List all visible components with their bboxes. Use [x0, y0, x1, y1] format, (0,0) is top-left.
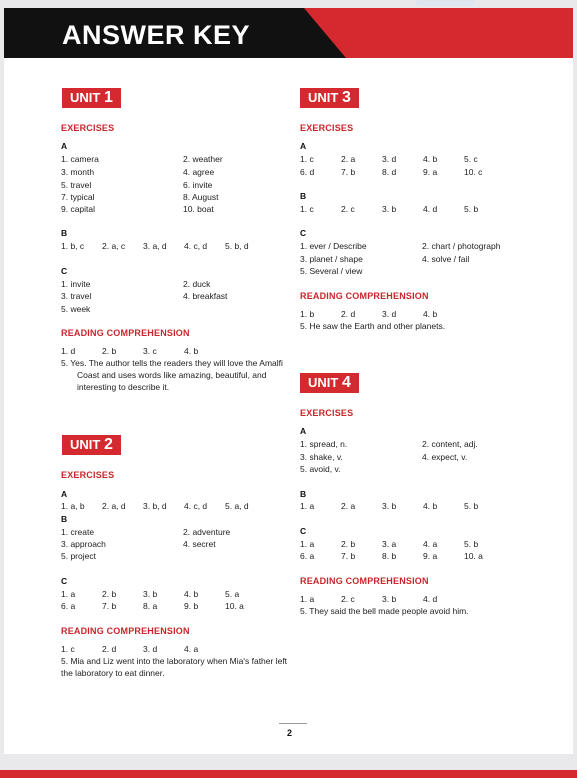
list-item: 8. b [382, 551, 397, 561]
list-item: 4. solve / fail [422, 254, 470, 264]
list-item: 4. secret [183, 539, 216, 549]
list-item: 10. a [225, 601, 244, 611]
unit-3-a-label: A [300, 141, 307, 151]
list-item: 7. b [102, 601, 117, 611]
unit-4-b-label: B [300, 489, 307, 499]
list-item: 4. b [423, 501, 438, 511]
list-item: 4. agree [183, 167, 215, 177]
unit-3-rc-answer: 5. He saw the Earth and other planets. [300, 321, 446, 331]
list-item: 2. a, d [102, 501, 126, 511]
list-item: 3. b [382, 501, 397, 511]
list-item: 5. b [464, 204, 479, 214]
list-item: 2. c [341, 594, 355, 604]
list-item: 3. a [382, 539, 397, 549]
list-item: 6. a [61, 601, 76, 611]
list-item: 4. d [423, 594, 438, 604]
answer-key-page [4, 8, 573, 754]
unit-2-exercises-heading: EXERCISES [61, 470, 115, 480]
list-item: 3. d [382, 309, 397, 319]
list-item: 1. a, b [61, 501, 85, 511]
list-item: 2. a [341, 154, 356, 164]
list-item: 3. b, d [143, 501, 167, 511]
unit-4-badge: UNIT 4 [300, 373, 359, 393]
list-item: 1. c [61, 644, 75, 654]
list-item: 7. b [341, 551, 356, 561]
list-item: 4. c, d [184, 241, 208, 251]
unit-3-exercises-heading: EXERCISES [300, 123, 354, 133]
list-item: 4. a [423, 539, 438, 549]
list-item: 9. a [423, 551, 438, 561]
unit-1-rc-heading: READING COMPREHENSION [61, 328, 190, 338]
list-item: 3. c [143, 346, 157, 356]
unit-1-rc-answer: 5. Yes. The author tells the readers they will love the Amalfi Coast and uses words like amazing, beautiful, and interesting to describe it. [61, 358, 283, 392]
unit-4-c-label: C [300, 526, 307, 536]
list-item: 2. a, c [102, 241, 126, 251]
list-item: 3. approach [61, 539, 106, 549]
list-item: 8. d [382, 167, 397, 177]
page-number: 2 [287, 728, 293, 738]
list-item: 1. c [300, 204, 314, 214]
list-item: 4. a [184, 644, 199, 654]
list-item: 2. b [102, 589, 117, 599]
list-item: 10. c [464, 167, 483, 177]
list-item: 1. a [300, 594, 315, 604]
unit-1-a-label: A [61, 141, 68, 151]
list-item: 2. chart / photograph [422, 241, 501, 251]
unit-4-rc-answer: 5. They said the bell made people avoid him. [300, 606, 469, 616]
list-item: 7. typical [61, 192, 95, 202]
list-item: 1. camera [61, 154, 99, 164]
list-item: 2. content, adj. [422, 439, 478, 449]
list-item: 2. duck [183, 279, 211, 289]
list-item: 3. d [382, 154, 397, 164]
header-accent [304, 8, 573, 58]
unit-3-rc-heading: READING COMPREHENSION [300, 291, 429, 301]
list-item: 10. a [464, 551, 483, 561]
list-item: 3. a, d [143, 241, 167, 251]
list-item: 10. boat [183, 204, 214, 214]
list-item: 1. a [300, 539, 315, 549]
list-item: 3. d [143, 644, 158, 654]
list-item: 5. a [225, 589, 240, 599]
unit-3-c-label: C [300, 228, 307, 238]
unit-3-b-label: B [300, 191, 307, 201]
list-item: 4. c, d [184, 501, 208, 511]
list-item: 5. b, d [225, 241, 249, 251]
list-item: 8. a [143, 601, 158, 611]
unit-1-badge: UNIT 1 [62, 88, 121, 108]
list-item: 3. b [382, 594, 397, 604]
list-item: 1. spread, n. [300, 439, 348, 449]
list-item: 2. b [341, 539, 356, 549]
unit-2-b-label: B [61, 514, 68, 524]
list-item: 8. August [183, 192, 219, 202]
list-item: 1. c [300, 154, 314, 164]
list-item: 6. invite [183, 180, 213, 190]
list-item: 2. b [102, 346, 117, 356]
unit-1-c-label: C [61, 266, 68, 276]
list-item: 5. a, d [225, 501, 249, 511]
list-item: 1. a [300, 501, 315, 511]
unit-2-rc-answer: 5. Mia and Liz went into the laboratory when Mia's father left the laboratory to eat dinner. [61, 656, 288, 678]
list-item: 4. breakfast [183, 291, 228, 301]
unit-2-badge: UNIT 2 [62, 435, 121, 455]
unit-4-rc-heading: READING COMPREHENSION [300, 576, 429, 586]
list-item: 3. month [61, 167, 95, 177]
unit-2-rc-heading: READING COMPREHENSION [61, 626, 190, 636]
list-item: 5. b [464, 501, 479, 511]
list-item: 3. b [143, 589, 158, 599]
list-item: 4. b [423, 309, 438, 319]
list-item: 2. d [341, 309, 356, 319]
page-number-rule [279, 723, 307, 724]
unit-2-a-label: A [61, 489, 68, 499]
list-item: 2. adventure [183, 527, 231, 537]
unit-3-badge: UNIT 3 [300, 88, 359, 108]
list-item: 4. b [184, 346, 199, 356]
list-item: 1. invite [61, 279, 91, 289]
list-item: 5. travel [61, 180, 92, 190]
list-item: 4. b [423, 154, 438, 164]
top-tab [416, 0, 474, 6]
list-item: 6. d [300, 167, 315, 177]
next-page-edge [0, 770, 577, 778]
list-item: 3. b [382, 204, 397, 214]
list-item: 5. Several / view [300, 266, 363, 276]
list-item: 2. d [102, 644, 117, 654]
unit-1-exercises-heading: EXERCISES [61, 123, 115, 133]
unit-4-exercises-heading: EXERCISES [300, 408, 354, 418]
list-item: 1. ever / Describe [300, 241, 367, 251]
list-item: 1. create [61, 527, 95, 537]
list-item: 9. capital [61, 204, 96, 214]
unit-1-b-label: B [61, 228, 68, 238]
list-item: 9. b [184, 601, 199, 611]
page-title: ANSWER KEY [62, 20, 251, 50]
list-item: 5. b [464, 539, 479, 549]
list-item: 9. a [423, 167, 438, 177]
list-item: 3. planet / shape [300, 254, 363, 264]
list-item: 1. b, c [61, 241, 85, 251]
list-item: 5. project [61, 551, 96, 561]
list-item: 4. expect, v. [422, 452, 468, 462]
list-item: 3. travel [61, 291, 92, 301]
list-item: 1. a [61, 589, 76, 599]
list-item: 4. b [184, 589, 199, 599]
list-item: 2. weather [183, 154, 223, 164]
list-item: 1. d [61, 346, 76, 356]
list-item: 4. d [423, 204, 438, 214]
list-item: 5. c [464, 154, 478, 164]
list-item: 7. b [341, 167, 356, 177]
list-item: 5. avoid, v. [300, 464, 341, 474]
list-item: 2. a [341, 501, 356, 511]
list-item: 1. b [300, 309, 315, 319]
unit-2-c-label: C [61, 576, 68, 586]
list-item: 6. a [300, 551, 315, 561]
list-item: 3. shake, v. [300, 452, 343, 462]
list-item: 2. c [341, 204, 355, 214]
list-item: 5. week [61, 304, 91, 314]
unit-4-a-label: A [300, 426, 307, 436]
